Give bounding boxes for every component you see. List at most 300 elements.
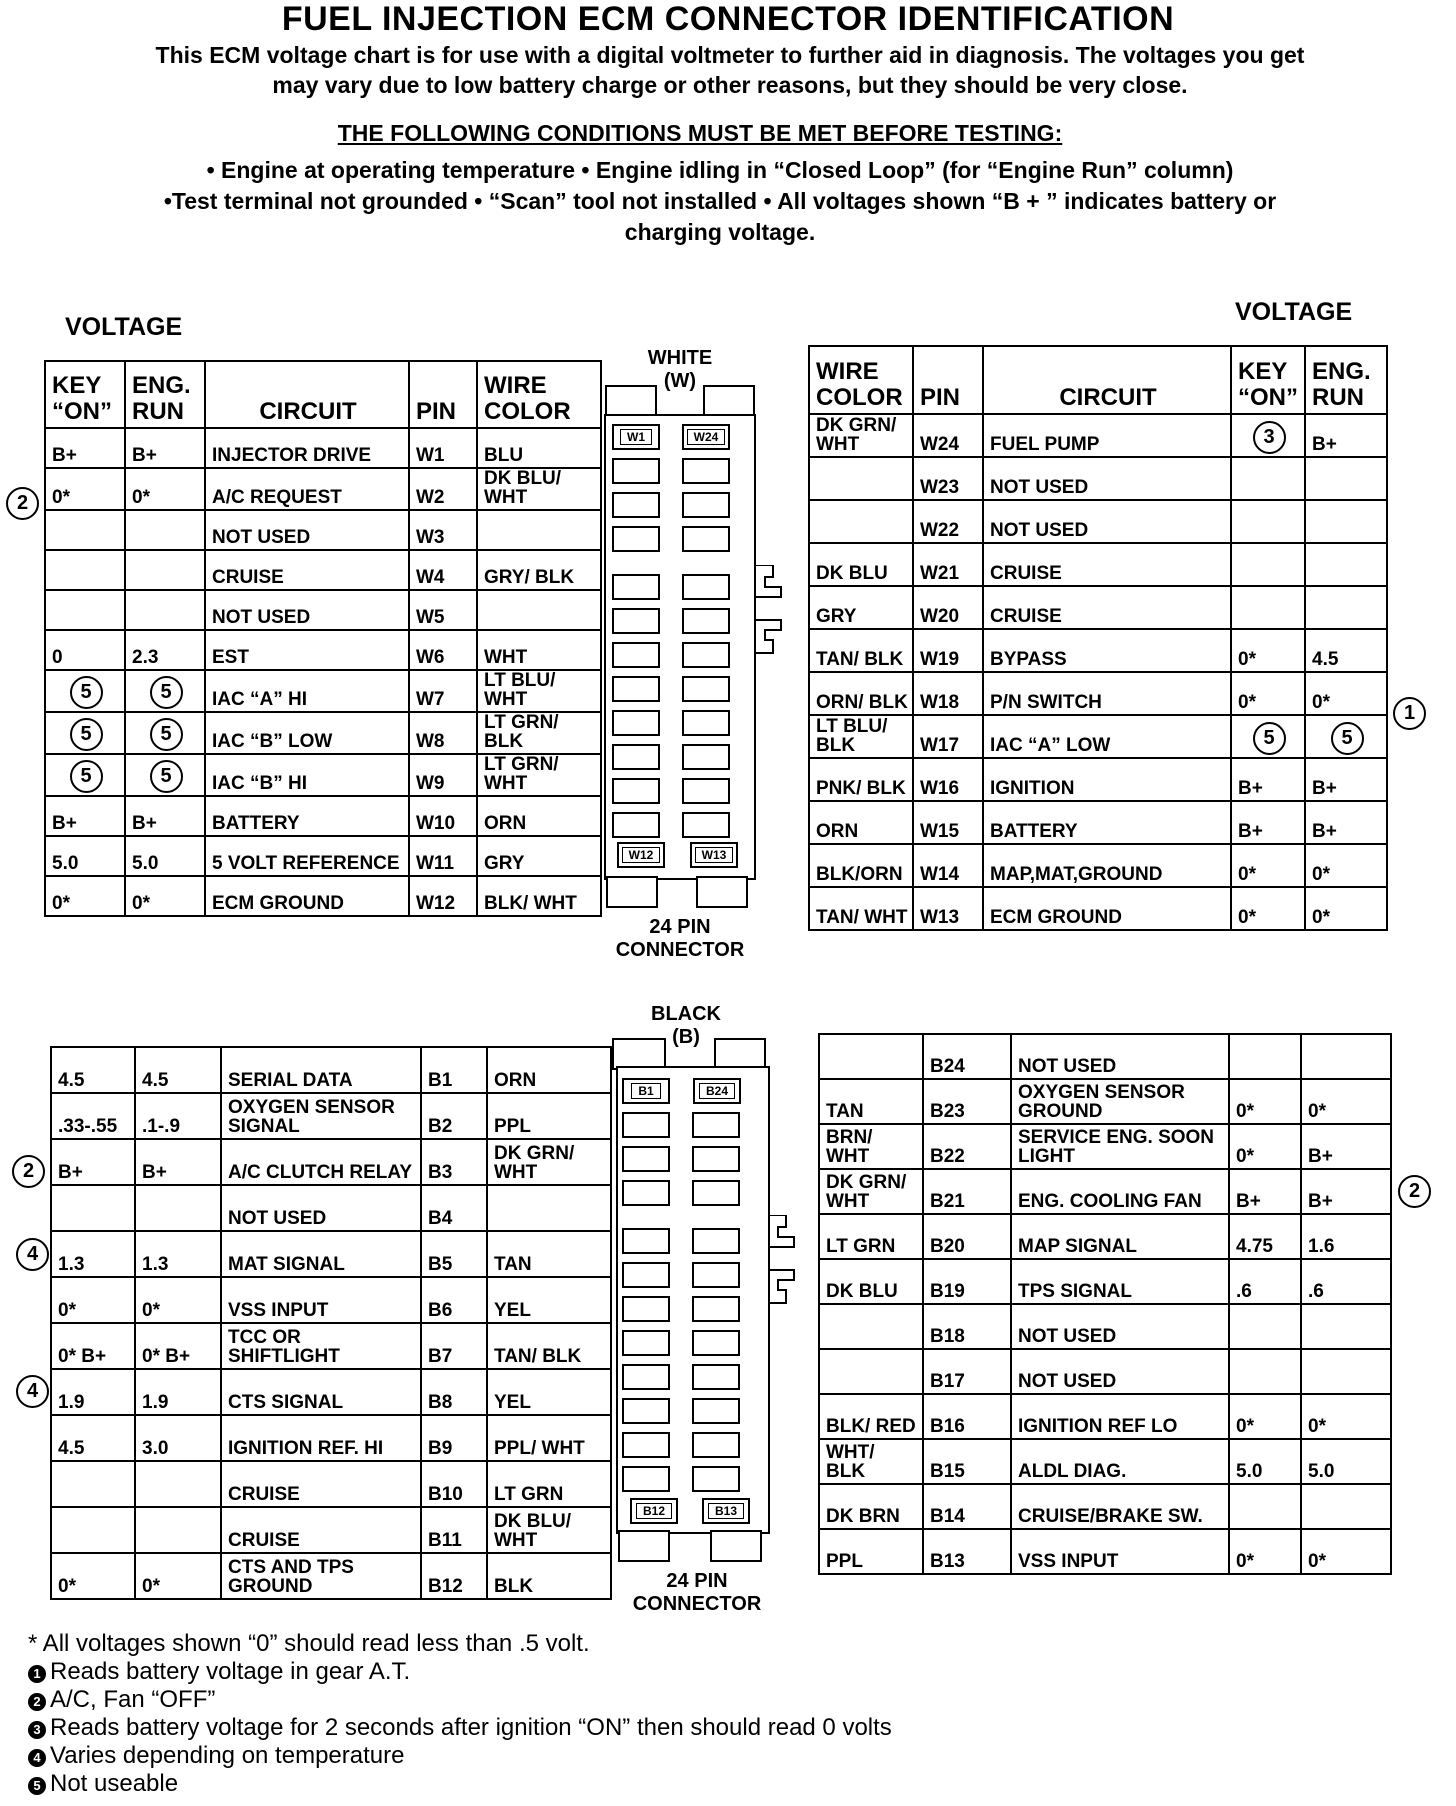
cell-text: LT GRN <box>826 1236 896 1257</box>
cell-circuit <box>983 414 1231 457</box>
cell-run <box>1301 1079 1391 1124</box>
cell-text: CRUISE/BRAKE SW. <box>1018 1506 1203 1527</box>
cell-run <box>1305 543 1387 586</box>
cell-text: B9 <box>428 1438 453 1459</box>
cell-text: B11 <box>428 1530 462 1551</box>
cell-circuit <box>205 796 409 836</box>
table-row <box>45 468 601 510</box>
cell-wire <box>819 1349 923 1394</box>
connector-socket <box>692 1296 740 1322</box>
cell-text: B19 <box>930 1281 965 1302</box>
cell-text: W13 <box>920 907 960 928</box>
cell-text: ORN <box>484 813 527 834</box>
cell-key <box>1231 500 1305 543</box>
connector-socket <box>622 1112 670 1138</box>
header-key-on: KEY “ON” <box>1231 346 1305 414</box>
black-connector-key <box>768 1215 798 1315</box>
cell-text: BLK/ WHT <box>484 893 577 914</box>
table-row <box>51 1461 611 1507</box>
cell-circuit <box>221 1323 421 1369</box>
cell-wire <box>487 1231 611 1277</box>
cell-circuit <box>205 590 409 630</box>
cell-run <box>125 510 205 550</box>
cell-run <box>135 1231 221 1277</box>
cell-wire <box>809 586 913 629</box>
cell-text: TAN/ BLK <box>494 1346 582 1367</box>
cell-text: NOT USED <box>212 607 311 628</box>
cell-text: GRY <box>484 853 525 874</box>
cell-wire <box>487 1507 611 1553</box>
cell-pin <box>923 1529 1011 1574</box>
cell-text: PPL <box>494 1116 531 1137</box>
cell-text: IAC “A” HI <box>212 689 307 710</box>
cell-text: IAC “B” LOW <box>212 731 333 752</box>
cell-text: CTS AND TPS GROUND <box>228 1557 354 1597</box>
cell-key <box>1231 629 1305 672</box>
table-row <box>819 1214 1391 1259</box>
cell-text: CRUISE <box>990 563 1062 584</box>
cell-text: DK GRN/ WHT <box>826 1172 907 1212</box>
cell-text: TAN <box>826 1101 864 1122</box>
cell-key <box>51 1139 135 1185</box>
white-connector-label: WHITE (W) <box>647 347 713 392</box>
cell-wire <box>809 758 913 801</box>
connector-socket <box>682 574 730 600</box>
cell-wire <box>487 1461 611 1507</box>
cell-circuit <box>221 1415 421 1461</box>
cell-text: WHT/ BLK <box>826 1442 875 1482</box>
cell-text: A/C REQUEST <box>212 487 342 508</box>
connector-socket <box>612 608 660 634</box>
cell-text: WHT <box>484 647 528 668</box>
table-row <box>51 1323 611 1369</box>
cell-text: 1.3 <box>58 1254 85 1275</box>
cell-run <box>1305 500 1387 543</box>
connector-socket <box>622 1262 670 1288</box>
cell-wire <box>819 1124 923 1169</box>
cell-run <box>1305 414 1387 457</box>
cell-circuit <box>983 500 1231 543</box>
cell-text: PNK/ BLK <box>816 778 906 799</box>
table-row <box>809 672 1387 715</box>
circled-note-marker: 5 <box>1253 722 1286 755</box>
cell-text: CRUISE <box>212 567 284 588</box>
connector-socket <box>692 1432 740 1458</box>
cell-pin <box>923 1484 1011 1529</box>
circled-note-marker: 5 <box>150 760 183 793</box>
cell-text: W11 <box>416 853 455 874</box>
table-row <box>809 715 1387 758</box>
cell-key <box>1229 1214 1301 1259</box>
connector-socket <box>692 1112 740 1138</box>
cell-run <box>125 836 205 876</box>
cell-run <box>1305 629 1387 672</box>
cell-pin <box>913 457 983 500</box>
cell-text: 0 <box>52 647 63 668</box>
cell-text: W6 <box>416 647 445 668</box>
cell-text: TAN/ BLK <box>816 649 904 670</box>
cell-key <box>51 1093 135 1139</box>
cell-pin <box>421 1277 487 1323</box>
cell-text: 0* <box>132 487 150 508</box>
cell-key <box>45 712 125 754</box>
black-connector-bottom-tab <box>618 1530 768 1560</box>
cell-text: W8 <box>416 731 445 752</box>
cell-pin <box>409 670 477 712</box>
cell-pin <box>409 590 477 630</box>
circled-note-marker: 5 <box>150 676 183 709</box>
cell-text: ORN <box>816 821 859 842</box>
cell-text: B14 <box>930 1506 965 1527</box>
cell-wire <box>809 414 913 457</box>
cell-text: B+ <box>1312 434 1337 455</box>
header-eng-run: ENG. RUN <box>1305 346 1387 414</box>
cell-text: NOT USED <box>990 477 1089 498</box>
connector-socket <box>682 710 730 736</box>
cell-pin <box>409 712 477 754</box>
cell-wire <box>809 844 913 887</box>
cell-text: W20 <box>920 606 960 627</box>
cell-run <box>1305 887 1387 930</box>
cell-run <box>1301 1439 1391 1484</box>
note-5: 5 Not useable <box>28 1770 892 1798</box>
cell-run <box>125 754 205 796</box>
cell-text: B+ <box>142 1162 167 1183</box>
cell-run <box>125 550 205 590</box>
cell-run <box>125 876 205 916</box>
cell-text: 0* <box>1238 864 1256 885</box>
cell-text: B20 <box>930 1236 965 1257</box>
cell-text: 0* <box>142 1576 160 1597</box>
cell-circuit <box>205 836 409 876</box>
cell-wire <box>809 672 913 715</box>
cell-key <box>1231 543 1305 586</box>
cell-text: 4.75 <box>1236 1236 1273 1257</box>
cell-text: W1 <box>416 445 445 466</box>
cell-circuit <box>205 712 409 754</box>
note-4-number: 4 <box>28 1749 46 1767</box>
connector-socket <box>682 676 730 702</box>
cell-key <box>1229 1439 1301 1484</box>
cell-text: B+ <box>1308 1191 1333 1212</box>
cell-wire <box>487 1139 611 1185</box>
cell-wire <box>487 1369 611 1415</box>
cell-key <box>45 796 125 836</box>
page-title: FUEL INJECTION ECM CONNECTOR IDENTIFICATION <box>281 0 1175 38</box>
cell-run <box>135 1507 221 1553</box>
cell-pin <box>409 754 477 796</box>
cell-key <box>1231 844 1305 887</box>
intro-line-1: This ECM voltage chart is for use with a digital voltmeter to further aid in diagnosis. The voltages you get <box>155 42 1305 68</box>
circled-note-marker: 5 <box>150 718 183 751</box>
cell-pin <box>409 468 477 510</box>
cell-key <box>45 836 125 876</box>
connector-socket <box>622 1364 670 1390</box>
b-right-table <box>818 1033 1392 1575</box>
cell-circuit <box>221 1277 421 1323</box>
cell-run <box>1301 1034 1391 1079</box>
cell-circuit <box>1011 1484 1229 1529</box>
cell-run <box>125 796 205 836</box>
cell-text: B+ <box>1308 1146 1333 1167</box>
table-row <box>45 510 601 550</box>
cell-text: P/N SWITCH <box>990 692 1102 713</box>
cell-wire <box>487 1553 611 1599</box>
table-row <box>45 836 601 876</box>
cell-circuit <box>221 1507 421 1553</box>
cell-wire <box>819 1484 923 1529</box>
connector-socket <box>682 492 730 518</box>
cell-key <box>1229 1394 1301 1439</box>
cell-wire <box>477 630 601 670</box>
cell-circuit <box>1011 1349 1229 1394</box>
cell-circuit <box>1011 1079 1229 1124</box>
cell-text: 0* <box>52 487 70 508</box>
cell-wire <box>819 1034 923 1079</box>
white-connector-caption: 24 PIN CONNECTOR <box>615 916 745 961</box>
cell-key <box>45 670 125 712</box>
table-row <box>819 1484 1391 1529</box>
voltage-label-left: VOLTAGE <box>65 313 183 341</box>
connector-socket <box>692 1180 740 1206</box>
cell-text: B+ <box>1238 821 1263 842</box>
cell-wire <box>487 1047 611 1093</box>
cell-pin <box>409 428 477 468</box>
circled-note-marker: 5 <box>1331 722 1364 755</box>
connector-socket <box>622 1398 670 1424</box>
cell-text: DK BLU <box>816 563 888 584</box>
connector-socket <box>692 1364 740 1390</box>
table-row <box>819 1169 1391 1214</box>
cell-text: CTS SIGNAL <box>228 1392 344 1413</box>
cell-text: VSS INPUT <box>1018 1551 1119 1572</box>
cell-pin <box>421 1231 487 1277</box>
cell-text: B+ <box>58 1162 83 1183</box>
table-row <box>45 670 601 712</box>
cell-text: NOT USED <box>212 527 311 548</box>
note-2-marker: 2 <box>1398 1175 1431 1208</box>
cell-text: 0* <box>132 893 150 914</box>
cell-text: 0* <box>1236 1416 1254 1437</box>
cell-pin <box>409 630 477 670</box>
cell-text: 1.3 <box>142 1254 169 1275</box>
cell-text: 1.9 <box>142 1392 169 1413</box>
cell-key <box>1231 586 1305 629</box>
cell-text: W14 <box>920 864 960 885</box>
cell-circuit <box>1011 1169 1229 1214</box>
cell-key <box>51 1047 135 1093</box>
cell-text: 0* <box>1236 1146 1254 1167</box>
cell-text: ORN <box>494 1070 537 1091</box>
cell-text: 0* B+ <box>142 1346 191 1367</box>
connector-socket <box>622 1180 670 1206</box>
cell-text: SERVICE ENG. SOON LIGHT <box>1018 1127 1215 1167</box>
cell-text: 0* <box>1308 1416 1326 1437</box>
cell-wire <box>487 1277 611 1323</box>
cell-run <box>1305 672 1387 715</box>
cell-text: B+ <box>132 445 157 466</box>
header-wire-color: WIRE COLOR <box>477 361 601 428</box>
cell-circuit <box>1011 1214 1229 1259</box>
table-row <box>809 629 1387 672</box>
table-row <box>45 712 601 754</box>
note-1-number: 1 <box>28 1665 46 1683</box>
table-row <box>819 1394 1391 1439</box>
cell-text: PPL <box>826 1551 863 1572</box>
cell-key <box>51 1461 135 1507</box>
conditions-heading: THE FOLLOWING CONDITIONS MUST BE MET BEFORE TESTING: <box>337 120 1063 146</box>
table-row <box>819 1124 1391 1169</box>
cell-text: W2 <box>416 487 445 508</box>
cell-key <box>1229 1124 1301 1169</box>
cell-text: IGNITION <box>990 778 1075 799</box>
cell-pin <box>913 887 983 930</box>
cell-text: TCC OR SHIFTLIGHT <box>228 1327 340 1367</box>
cell-text: B4 <box>428 1208 453 1229</box>
circled-note-marker: 5 <box>70 718 103 751</box>
cell-text: 4.5 <box>58 1438 85 1459</box>
cell-text: A/C CLUTCH RELAY <box>228 1162 413 1183</box>
cell-text: IAC “B” HI <box>212 773 307 794</box>
cell-run <box>135 1047 221 1093</box>
white-connector-bottom-tab <box>606 876 756 906</box>
cell-text: ECM GROUND <box>212 893 344 914</box>
connector-socket <box>612 642 660 668</box>
cell-pin <box>409 510 477 550</box>
cell-text: W4 <box>416 567 445 588</box>
cell-circuit <box>1011 1124 1229 1169</box>
cell-pin <box>421 1323 487 1369</box>
cell-text: 0* <box>1312 692 1330 713</box>
intro-line-2: may vary due to low battery charge or other reasons, but they should be very close. <box>272 72 1188 98</box>
connector-socket <box>612 744 660 770</box>
table-row <box>45 590 601 630</box>
note-2: 2 A/C, Fan “OFF” <box>28 1686 892 1714</box>
cell-wire <box>477 796 601 836</box>
cell-text: W24 <box>920 434 960 455</box>
cell-text: W18 <box>920 692 960 713</box>
cell-run <box>135 1415 221 1461</box>
table-row <box>45 876 601 916</box>
table-row <box>51 1139 611 1185</box>
cell-text: B22 <box>930 1146 965 1167</box>
cell-circuit <box>205 754 409 796</box>
cell-text: PPL/ WHT <box>494 1438 585 1459</box>
cell-text: NOT USED <box>1018 1326 1117 1347</box>
header-eng-run: ENG. RUN <box>125 361 205 428</box>
cell-text: B13 <box>930 1551 965 1572</box>
w-left-table <box>44 360 602 917</box>
cell-text: CRUISE <box>228 1530 300 1551</box>
table-row <box>51 1093 611 1139</box>
cell-pin <box>923 1394 1011 1439</box>
table-row <box>51 1415 611 1461</box>
cell-text: NOT USED <box>990 520 1089 541</box>
cell-text: B+ <box>132 813 157 834</box>
cell-circuit <box>221 1139 421 1185</box>
note-2-marker: 2 <box>12 1155 45 1188</box>
cell-run <box>135 1461 221 1507</box>
cell-run <box>125 590 205 630</box>
cell-text: W3 <box>416 527 445 548</box>
cell-text: W10 <box>416 813 456 834</box>
cell-run <box>135 1369 221 1415</box>
cell-key <box>45 590 125 630</box>
cell-circuit <box>205 670 409 712</box>
cell-text: IGNITION REF LO <box>1018 1416 1178 1437</box>
cell-circuit <box>205 550 409 590</box>
cell-pin <box>421 1553 487 1599</box>
connector-socket <box>682 608 730 634</box>
cell-wire <box>477 876 601 916</box>
cell-key <box>1231 801 1305 844</box>
connector-socket <box>612 526 660 552</box>
connector-socket <box>692 1330 740 1356</box>
footnotes <box>28 1630 892 1798</box>
connector-socket <box>692 1466 740 1492</box>
cell-pin <box>913 629 983 672</box>
cell-text: EST <box>212 647 249 668</box>
cell-pin <box>923 1214 1011 1259</box>
black-connector-caption: 24 PIN CONNECTOR <box>632 1570 762 1615</box>
cell-text: W23 <box>920 477 960 498</box>
cell-circuit <box>1011 1529 1229 1574</box>
cell-circuit <box>205 468 409 510</box>
cell-text: OXYGEN SENSOR GROUND <box>1018 1082 1185 1122</box>
cell-wire <box>819 1529 923 1574</box>
connector-socket <box>692 1146 740 1172</box>
cell-text: YEL <box>494 1392 531 1413</box>
cell-text: TPS SIGNAL <box>1018 1281 1133 1302</box>
cell-text: B18 <box>930 1326 965 1347</box>
cell-text: W17 <box>920 735 960 756</box>
cell-run <box>135 1277 221 1323</box>
cell-text: B12 <box>428 1576 463 1597</box>
cell-text: SERIAL DATA <box>228 1070 353 1091</box>
condition-line-2: •Test terminal not grounded • “Scan” tool not installed • All voltages shown “B + ” indicates battery or <box>163 188 1277 214</box>
cell-text: 0* <box>142 1300 160 1321</box>
cell-wire <box>477 468 601 510</box>
cell-text: B7 <box>428 1346 453 1367</box>
table-row <box>51 1277 611 1323</box>
cell-pin <box>421 1139 487 1185</box>
cell-text: B16 <box>930 1416 965 1437</box>
circled-note-marker: 3 <box>1253 421 1286 454</box>
cell-pin <box>421 1415 487 1461</box>
table-row <box>819 1304 1391 1349</box>
cell-text: LT BLU/ BLK <box>816 716 888 756</box>
cell-text: TAN <box>494 1254 532 1275</box>
cell-pin <box>421 1461 487 1507</box>
table-row <box>809 887 1387 930</box>
cell-text: W7 <box>416 689 445 710</box>
connector-socket <box>692 1228 740 1254</box>
connector-socket <box>692 1262 740 1288</box>
cell-text: B2 <box>428 1116 453 1137</box>
cell-run <box>135 1093 221 1139</box>
table-row <box>45 550 601 590</box>
circled-note-marker: 5 <box>70 760 103 793</box>
cell-wire <box>819 1394 923 1439</box>
cell-key <box>51 1507 135 1553</box>
cell-run <box>125 670 205 712</box>
cell-pin <box>923 1169 1011 1214</box>
connector-socket <box>622 1296 670 1322</box>
white-connector-key <box>755 565 785 665</box>
cell-wire <box>487 1093 611 1139</box>
cell-text: TAN/ WHT <box>816 907 908 928</box>
condition-line-1: • Engine at operating temperature • Engine idling in “Closed Loop” (for “Engine Run” column) <box>206 157 1234 183</box>
